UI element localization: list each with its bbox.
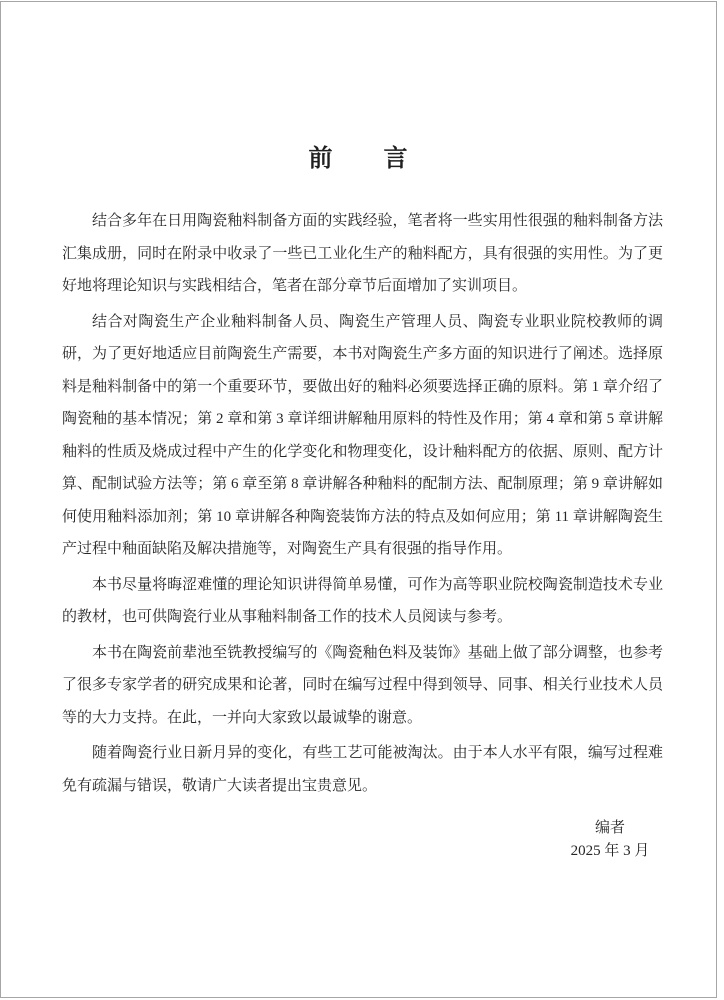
signature-block <box>520 817 700 863</box>
author-signature: 编者 <box>594 820 625 836</box>
paragraph-4: 本书在陶瓷前辈池至铣教授编写的《陶瓷釉色料及装饰》基础上做了部分调整，也参考了很多专家学者的研究成果和论著，同时在编写过程中得到领导、同事、相关行业技术人员等的大力支持。在此，一并向大家致以最诚挚的谢意。 <box>62 644 663 726</box>
paragraph-5: 随着陶瓷行业日新月异的变化，有些工艺可能被淘汰。由于本人水平有限，编写过程难免有疏漏与错误，敬请广大读者提出宝贵意见。 <box>62 745 663 794</box>
paragraph-3: 本书尽量将晦涩难懂的理论知识讲得简单易懂，可作为高等职业院校陶瓷制造技术专业的教材，也可供陶瓷行业从事釉料制备工作的技术人员阅读与参考。 <box>62 576 663 625</box>
signature-date: 2025 年 3 月 <box>570 843 650 859</box>
paragraph-1: 结合多年在日用陶瓷釉料制备方面的实践经验，笔者将一些实用性很强的釉料制备方法汇集成册，同时在附录中收录了一些已工业化生产的釉料配方，具有很强的实用性。为了更好地将理论知识与实践相结合，笔者在部分章节后面增加了实训项目。 <box>62 213 663 294</box>
paragraph-2: 结合对陶瓷生产企业釉料制备人员、陶瓷生产管理人员、陶瓷专业职业院校教师的调研，为了更好地适应目前陶瓷生产需要，本书对陶瓷生产多方面的知识进行了阐述。选择原料是釉料制备中的第一个重要环节，要做出好的釉料必须要选择正确的原料。第 1 章介绍了陶瓷釉的基本情况；第 2 章和第 3 章详细讲解釉用原料的特性及作用；第 4 章和第 5 章讲解釉料的性质及烧成过程中产生的化学变化和物理变化，设计釉料配方的依据、原则、配方计算、配制试验方法等；第 6 章至第 8 章讲解各种釉料的配制方法、配制原理；第 9 章讲解如何使用釉料添加剂；第 10 章讲解各种陶瓷装饰方法的特点及如何应用；第 11 章讲解陶瓷生产过程中釉面缺陷及解决措施等，对陶瓷生产具有很强的指导作用。 <box>62 313 663 557</box>
preface-body <box>62 205 663 805</box>
page-title: 前 言 <box>308 146 409 172</box>
